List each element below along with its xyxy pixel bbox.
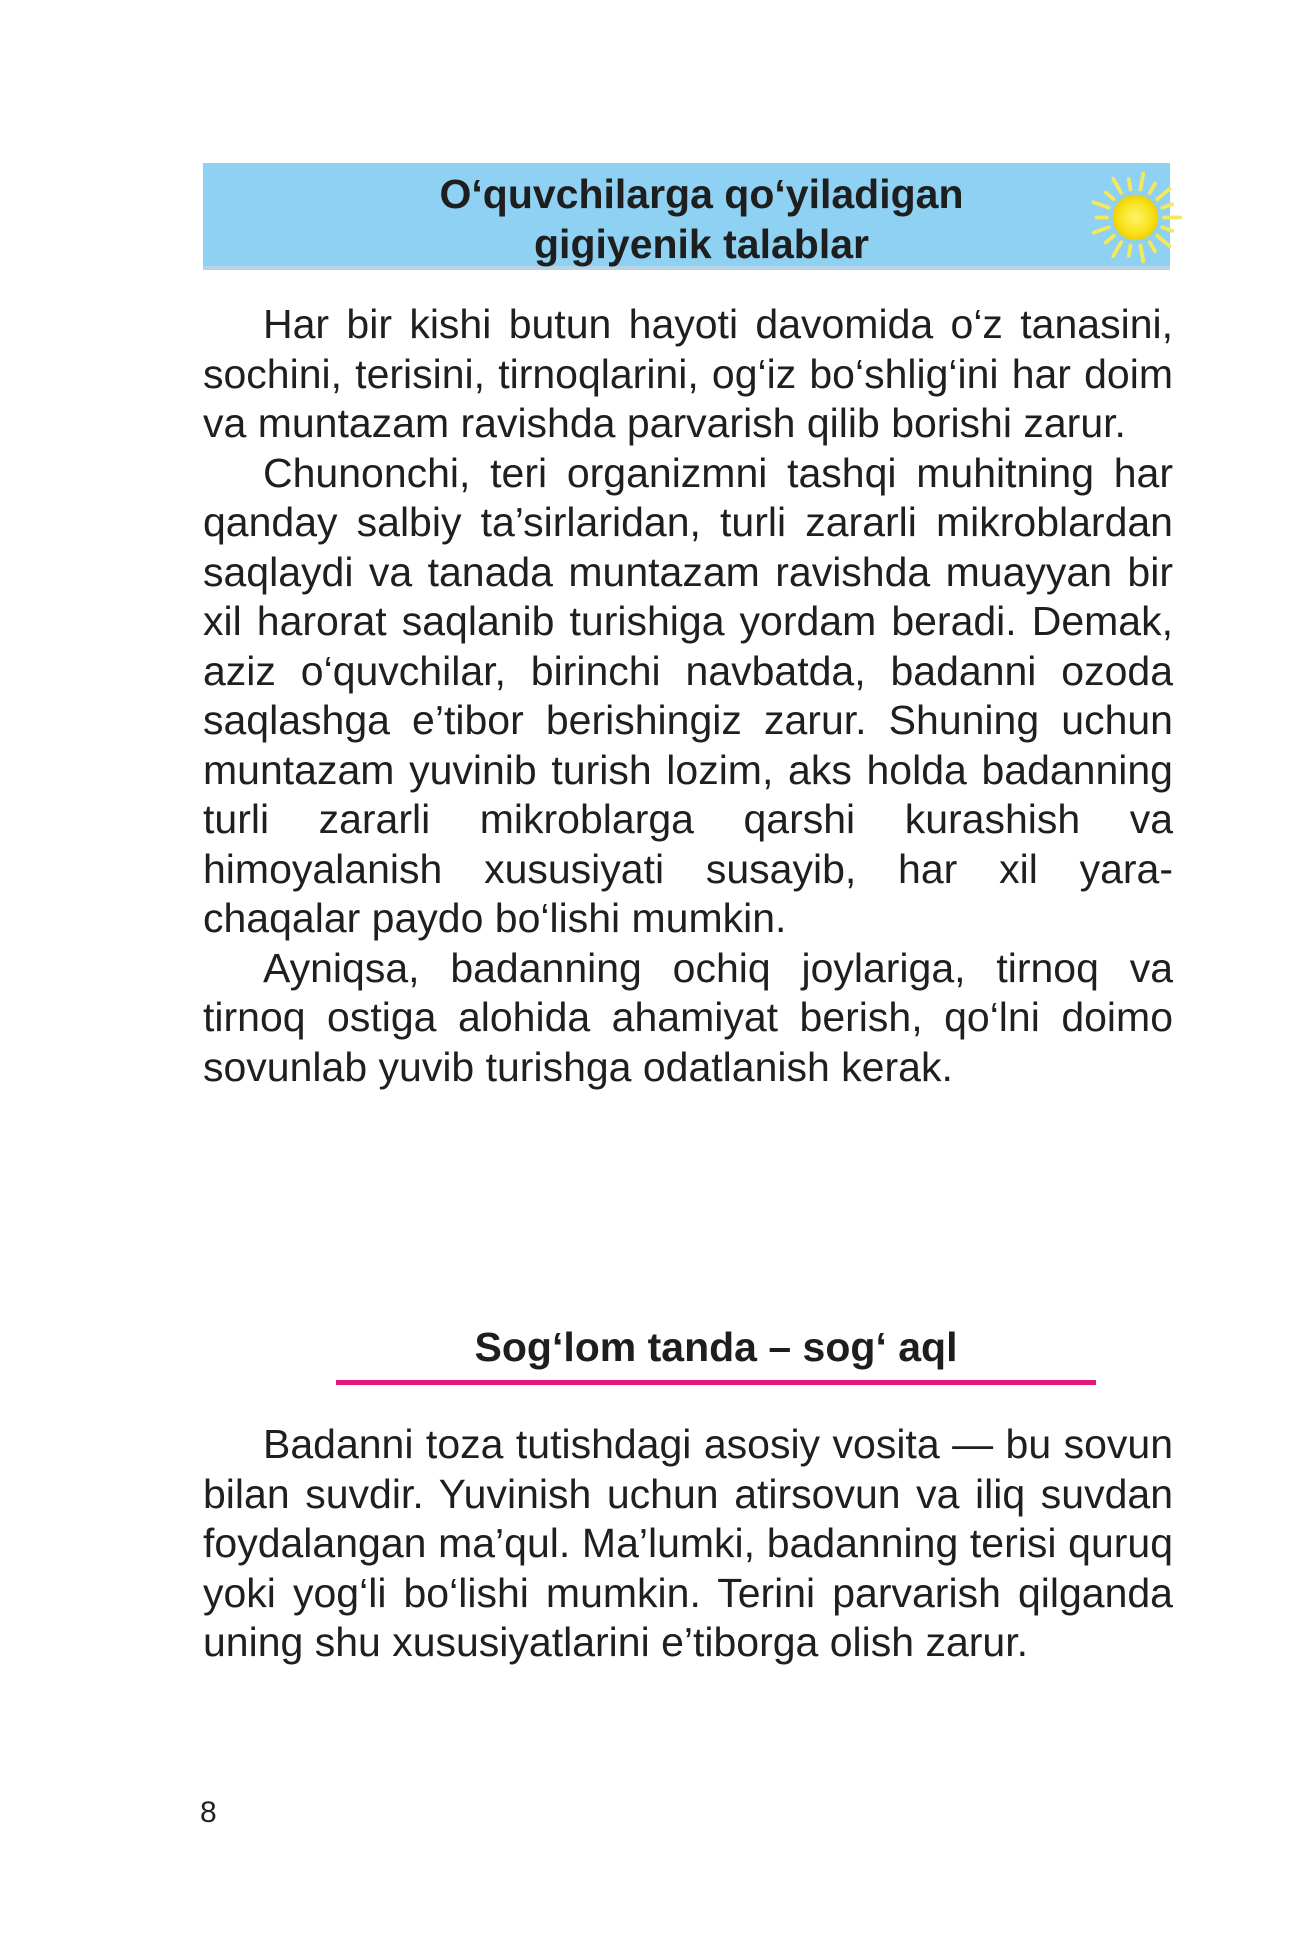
title-line-1: O‘quvchilarga qo‘yiladigan (439, 171, 964, 217)
sun-ray (1106, 192, 1114, 199)
subheading-underline (336, 1380, 1096, 1385)
sun-ray (1094, 202, 1109, 208)
sun-ray (1157, 236, 1169, 246)
page-number: 8 (200, 1796, 217, 1829)
sun-ray (1162, 227, 1172, 231)
section-subheading: Sog‘lom tanda – sog‘ aql (474, 1324, 958, 1370)
sun-ray (1129, 179, 1131, 189)
sun-ray (1162, 204, 1172, 208)
sun-ray (1106, 236, 1114, 243)
sun-ray (1157, 189, 1169, 199)
sun-ray (1150, 242, 1155, 251)
title-banner (203, 163, 1170, 270)
paragraph-3: Ayniqsa, badanning ochiq joylariga, tirnoq va tirnoq ostiga alohida ahamiyat berish, qo‘lni doimo sovunlab yuvib turishga odatlanish kerak. (203, 944, 1173, 1090)
sun-ray (1140, 246, 1143, 262)
sun-icon (1088, 170, 1183, 265)
section-1-text (203, 300, 1173, 1092)
paragraph-1: Har bir kishi butun hayoti davomida o‘z tanasini, sochini, terisini, tirnoqlarini, og‘iz bo‘shlig‘ini har doim va muntazam ravishda parvarish qilib borishi zarur. (203, 301, 1173, 446)
title-line-2: gigiyenik talablar (534, 221, 869, 267)
page-title (203, 169, 1170, 269)
sun-ray (1094, 227, 1109, 233)
sun-ray (1113, 242, 1121, 256)
paragraph-4: Badanni toza tutishdagi asosiy vosita — bu sovun bilan suvdir. Yuvinish uchun atirsovun va iliq suvdan foydalangan ma’qul. Ma’lumki, badanning terisi quruq yoki yog‘li bo‘lishi mumkin. Terini parvarish qilganda uning shu xususiyatlarini e’tiborga olish zarur. (203, 1421, 1173, 1665)
sun-ray (1140, 174, 1143, 190)
paragraph-2: Chunonchi, teri organizmni tashqi muhitning har qanday salbiy ta’sirlaridan, turli zararli mikroblardan saqlaydi va tanada muntazam ravishda muayyan bir xil harorat saqlanib turishiga yordam beradi. Demak, aziz o‘quvchilar, birinchi navbatda, badanni ozoda saqlashga e’tibor berishingiz zarur. Shuning uchun muntazam yuvinib turish lozim, aks holda badanning turli zararli mikroblarga qarshi kurashish va himoyalanish xususiyati susayib, har xil yara-chaqalar paydo bo‘lishi mumkin. (203, 449, 1173, 941)
section-2-text (203, 1420, 1173, 1668)
sun-ray (1129, 246, 1131, 256)
sun-ray (1113, 179, 1121, 193)
sun-ray (1150, 184, 1155, 193)
